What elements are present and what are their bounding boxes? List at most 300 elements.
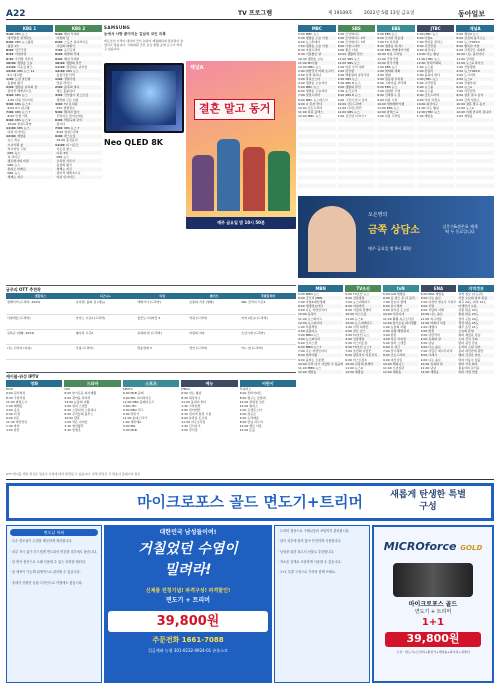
promo-host: 오은영의 [368,212,388,218]
program-title: SPOTV [122,387,133,392]
program-title: 말띠 이동수 있음 [458,357,481,362]
program-title: KBS 뉴스 7 [14,109,31,114]
ad-price: 39,800원 [108,611,268,633]
one-plus-one: 1+1 [421,616,445,628]
program-title: 이웃집 찰스 [17,64,33,69]
program-title: 9:00 금쪽 상담소 [456,97,480,102]
program-title: 소띠 건강 주의 [458,337,478,342]
program-title: 10:00 명탐정 코난 [239,399,265,404]
program-title: 12:00 NBA 플레이오프 [122,399,155,404]
program-title: 3:10 철인왕후 [64,424,84,429]
table-row [6,344,296,359]
program-title: 6:00 스물다섯 스물하나 [64,407,97,412]
ad-bullet: · 트리머 겸용으로 구레나룻과 코털까지 관리합니다. [278,529,350,533]
program-title: 10:00 유괴의 날 [420,361,443,366]
program-title: 1:00 뉴스룸 [416,64,434,69]
program-title: tvN [64,387,70,392]
program-title: 11:00 뉴스9 [345,316,363,321]
channel-head: 채널A [456,25,494,32]
program-title: 5:00 일타 스캔들 [382,341,407,346]
table-cell: 연인 (드라마) [188,344,240,359]
program-title: KBS 뉴스광장 [14,40,34,45]
program-title: KBS 뉴스 [7,163,21,167]
program-title: 6:00 생방송 오늘저녁 [298,89,327,94]
program-list [456,32,494,192]
program-title: 1:00 대행사 [420,324,438,329]
program-title: 3:00 MBN 뉴스 [298,332,320,337]
program-title: 3:00 TV조선 뉴스 [345,332,370,337]
program-title: 12:00 JTBC 뉴스 [416,109,440,114]
issue-date: 2022년 5월 13일 금요일 [364,11,415,16]
program-title: 생로병사의 비밀 [7,158,29,163]
schedule-column [240,380,296,432]
program-title: 5:00 MBN 뉴스 [298,292,320,296]
program-time: 12:00 [6,134,16,139]
program-time: 7:00 [6,109,14,114]
program-title: 3:00 라디오스타 [298,77,321,82]
poster-airtime: 매주 금요일 밤 10시 50분 [186,217,296,229]
program-title: 6:00 김진의 돌직구쇼 [456,36,486,41]
program-title: 2TV 생생정보 [56,105,75,110]
program-title: 3:50 강식당 [181,428,198,433]
program-title: 12:00 재방송 [298,369,317,374]
ad-bullet: · 1+1 특별 구성으로 가족과 함께 쓰세요. [278,570,336,575]
page-header [6,8,494,20]
table-row [6,314,296,329]
program-title: 9:00 사랑의 콜센타 [345,308,372,313]
program-title: 5:00 tvN 재방송 [382,292,406,296]
ad-bullet: · 날이 피부에 닿지 않아 안전하게 사용합니다. [278,539,342,544]
program-title: 2:00 포켓몬스터 [239,407,262,412]
program-time: 6:00 [55,117,63,122]
table-cell: 무빙 (드라마) [75,344,137,359]
program-title: 9:00 EPL 하이라이트 [122,395,152,400]
program-title: 8:00 아침마당 [345,304,365,309]
program-title: 12:00 SBS 뉴스 [337,109,360,114]
program-title: 11:00 뉴스와이드 [298,316,323,321]
program-title: 세계는 지금 [56,167,72,172]
program-title: 광장 1부 [7,44,20,49]
program-title: 6:00 뉴스룸 [416,85,434,90]
schedule-footnote: OTT·케이블 채널 편성은 방송사 사정에 따라 변경될 수 있습니다. 상세 편성은 각 방송사 홈페이지 참조 [6,472,494,480]
program-title: 5:00 보이스퀸 [298,341,318,346]
program-title: 8:30 아침드라마 [298,48,321,53]
program-title: 6:00 6시 내고향 [7,105,30,110]
program-time: 2:00 [6,85,14,90]
program-title: 무엇이든 물어보세요 [56,113,84,118]
program-time: 6:00 [6,40,14,45]
program-time: 6:00 [55,40,63,45]
program-title: 10:00 해피니스 [382,361,405,366]
program-title: 5:00 EBS 뉴스 [377,32,398,36]
program-title: 11:00 EBS 뉴스 [377,105,400,110]
program-title: 2:00 속풀이쇼 [298,328,318,333]
program-title: KBS 뉴스 [56,154,70,159]
schedule-column [6,380,62,432]
program-title: 12:00 슬기로운 의사생활 [382,320,417,325]
program-title: 10:00 서진이네 [382,312,405,317]
program-title: 4:00 딩동댕 유치원 [377,77,404,82]
program-title: 1:00 작은 아씨들 [64,420,88,425]
program-title: 12:00 또봇 [239,428,256,433]
schedule-column [421,285,457,374]
program-title: 1:00 식객 허영만 [345,324,369,329]
program-title: 12:00 뉴스A 라이브 [456,60,484,65]
cable-title: 케이블·위성 IPTV [6,374,39,379]
program-title: 1:40 신서유기 [181,424,201,429]
table-cell: 사냥개들 (드라마) [6,314,75,329]
ad-headline-box [6,483,494,521]
program-title: 7:00 이상한 변호사 우영우 [420,300,457,305]
program-line [421,370,457,374]
program-title: 11:00 뉴스A [456,105,474,110]
program-line [181,428,237,432]
program-title: 불후의 명곡 [63,85,80,90]
program-title: 아침의 잎 [56,36,70,41]
program-title: 9:00 나 혼자 산다 [298,101,323,106]
program-title: 8:00 인생 기록 [7,113,28,118]
program-title: 1:00 신통방통 [456,64,476,69]
order-phone: 주문전화 1661-7088 [152,636,224,645]
program-title: 9:00 다큐 시선 [377,97,398,102]
program-title: 9:00 헌트 [6,416,20,421]
program-title: 3:00 낭만닥터 [420,332,440,337]
program-title: 12:00 SBS 뉴스 [337,60,360,65]
program-time: 7:00 [55,126,63,131]
product-price: 39,800원 [385,632,481,647]
program-title: 동물의 왕국 [7,81,23,86]
program-title: 전라 구름 24도 [458,316,479,321]
program-list [123,387,179,432]
program-title: 연중 라이브 [56,81,72,86]
program-title: 6:00 유 퀴즈 [382,345,401,350]
program-title: 태양의 후예 [63,52,80,57]
program-title: 6:00 뉴스A [456,85,472,90]
program-title: 8:00 생방송 톡!톡! [377,44,403,49]
program-title: 8:00 건축탐구 집 [377,93,401,98]
program-title: 6:00 신비아파트 [239,391,262,396]
program-title: 5:00 MLB [122,428,137,433]
program-title: 11:00 소년심판 [382,365,405,370]
program-title: 6:00 아침& [416,36,433,41]
program-time: 9:00 [55,134,63,139]
channel-head: ENA [421,285,457,292]
program-title: 3:00 명의 [377,72,391,77]
program-title: 8:00 생생정보마당 [298,304,324,309]
program-title: KBS 뉴스 5 [14,101,31,106]
schedule-column [345,285,381,374]
table-row [6,299,296,314]
program-title: 11:00 PD수첩 [298,60,318,65]
program-title: 인간극장 [14,48,27,53]
ad-main-2: 밀려라! [164,561,212,578]
program-title: 9:30 기분좋은 날 [298,52,322,57]
program-title: 4:00 다큐 인사이트 [7,97,34,102]
program-title: 8:00 짱구는 못말려 [239,395,266,400]
table-cell: 카지노 시즌2 (드라마) [75,314,137,329]
tv-image [104,63,184,133]
program-title: 닭띠 사업 번창 [458,369,478,374]
ad-brand: SAMSUNG [104,25,131,30]
program-title: 4:00 싱어게인 [181,407,201,412]
program-title: 11:00 범죄도시 [6,399,28,404]
program-title: 8:00 결혼작사 이혼작곡 [345,353,378,358]
program-line [123,428,179,432]
program-title: KBS 뉴스 9 [14,117,31,122]
program-list [181,387,237,432]
program-line [383,370,419,374]
ad-bullet: · 저소음 설계로 조용하게 사용할 수 있습니다. [278,559,342,564]
program-title: 스포츠 하이라이트 [63,40,89,45]
ad-bullet: · 한 번의 충전으로 오래 사용할 수 있는 강력한 배터리. [10,560,86,565]
program-line [417,114,455,118]
program-time: 9:30 [6,56,14,61]
table-cell: 어느 날 (드라마) [240,344,296,359]
program-title: 11:00 극한직업 [377,56,399,61]
program-title: 10:00 홍김동전 [56,138,78,143]
program-list [383,292,419,374]
program-title: KBS 뉴스 [14,93,28,98]
poster-image [186,61,296,229]
program-title: 6:00 TV조선 뉴스7 [345,345,372,350]
program-title: 박원숙의 같이 [63,117,83,122]
program-time: 11:00 [6,64,16,69]
ott-service-head: 티빙 [136,293,188,299]
schedule-column [383,285,419,374]
program-time: 5:00 [6,101,14,106]
promo-title: 금쪽 상담소 [368,225,420,236]
program-title: 우리말 겨루기 [14,56,34,61]
schedule-column [458,285,494,374]
channel-head: MBC [298,25,336,32]
program-title: 생방송 오늘 [17,60,33,65]
program-title: 8:30 극한직업 [6,395,26,400]
program-title: 7:00 서민갑부 [456,89,476,94]
table-cell: 환승연애 3 [136,344,188,359]
program-title: 12:00 재방송 [345,369,364,374]
program-title: 경상 맑음 25도 [458,320,479,325]
program-title: KBS 뉴스 [7,150,21,155]
program-time: 10:00 [6,60,16,65]
program-time: 11:00 [55,64,65,69]
program-list [417,32,455,192]
program-title: 해피 투게더 [63,56,80,61]
program-title: 8:00 현역가왕 [298,353,318,358]
program-title: 7:00 모닝와이드 3부 [337,40,366,45]
program-list [298,292,343,374]
program-title: 9:00 EBS 세계테마기행 [377,48,410,53]
program-title: 11:00 지구마불 [420,316,442,321]
program-title: 3:00 UFC [122,403,137,408]
program-title: 11:00 남남 [420,365,437,370]
program-title: 10:00 사랑의 콜센타 [345,361,374,366]
program-title: 12:00 뉴스파이터 [298,320,323,325]
channel-head: KBS 1 [6,25,53,32]
program-title: 3:00 환혼 [382,332,397,337]
program-line [55,175,102,179]
program-title: 12:00 정치부회의 [416,60,441,65]
program-title: 9:00 금쪽같은 내새끼 [456,48,486,53]
program-time: 1:00 [55,77,63,82]
table-cell: 사이렌: 불의 섬 (예능) [75,299,137,314]
program-title: 11:00 아는 형님 [416,105,439,110]
program-title: 11:00 JTBC 뉴스 [416,56,440,61]
program-time: 5:00 [6,32,14,36]
program-title: 1:00 세리에A [122,420,142,425]
program-title: 5:00 TV조선 뉴스 [345,292,370,296]
promo-banner [298,196,494,278]
program-title: 12:00 MBC 뉴스 [298,64,322,69]
program-title: 9:00 불타는 트롯맨 [298,357,325,362]
program-title: 2:00 나의 해방일지 [382,328,410,333]
program-line [345,370,381,374]
program-title: 투니버스 [239,387,252,392]
program-title: 살림하는 남자들 [66,64,88,69]
program-title: 9:00 사랑의 이해 [420,308,444,313]
program-line [64,428,120,432]
program-title: 11:00 MBN 뉴스 [298,365,322,370]
channel-head: TV조선 [345,285,381,292]
program-title: 7:00 일일드라마 [298,93,321,98]
program-title: 7:00 뉴스퍼레이드 [345,300,371,305]
program-title: 2:00 골든 걸스 [345,328,366,333]
program-title: 5:20 빈센조 [64,428,81,433]
program-title: 12:00 MBC 뉴스 [298,113,322,118]
program-title: 도전 골든벨 [14,77,31,82]
program-title: 11:00 뭉쳐야 찬다 [181,399,207,404]
program-time: 8:00 [55,52,63,57]
program-time: 5:00 [55,32,63,36]
program-title: 3:00 도시어부 [456,72,476,77]
program-title: 10:00 동치미 [298,312,317,317]
right-schedule [298,25,494,281]
program-title: 6:00 신통방통 [345,296,365,301]
genre-head: 영화 [6,380,62,387]
program-title: 걸어서 세계속으로 [7,89,32,94]
program-title: 1:30 크라임씬 [181,403,201,408]
ad-main-1: 거칠었던 수염이 [138,541,238,558]
program-title: 충청 맑음 23도 [458,312,479,317]
program-title: 6:00 MLB 중계 [122,391,144,396]
host-portrait [308,206,356,272]
program-title: TV 유치원 [63,101,78,106]
program-title: KBS 뉴스 7 [63,126,80,131]
ad-headline: 마이크로포스 골드 면도기+트리머 [137,493,363,511]
cable-schedule [6,372,296,470]
program-title: 걸어서 세계속으로 [56,171,81,176]
schedule-column [298,285,343,374]
program-title: KBS 뉴스 [66,68,79,73]
program-time: 10:00 [55,60,65,65]
schedule-column-a [6,25,53,179]
program-title: 다큐 3일 [56,150,69,155]
program-title: 6:00 검사외전 [6,391,26,396]
program-title: 4:00 신통방통 [345,337,365,342]
program-title: 세계는 지금 [7,175,23,180]
program-title: 7:00 뉴스TOP10 [456,40,480,45]
program-line [458,370,494,374]
program-title: 7:50 생방송 오늘 아침 [298,44,328,49]
program-title: 3:00 EPL [122,424,136,429]
program-list [345,292,381,374]
program-title: 10:00 아는 형님 [416,52,439,57]
program-title: 9:00 그것이 알고 싶다 [337,97,368,102]
channel-head: SBS [338,25,376,32]
program-title: 쥐띠 재물운 상승 [458,332,481,337]
ad-bullet: · 물 세척이 가능해 위생적으로 관리할 수 있습니다. [10,570,81,575]
program-time: 1:00 [6,77,14,82]
ad-bullet: · 피부 자극 없이 부드럽게 면도되어 민감한 피부에도 좋습니다. [10,549,98,554]
ott-service-head: 넷플릭스 [6,293,75,299]
program-title: 3:00 뭉쳐야 찬다 [416,72,440,77]
program-title: 경찰수업 [63,77,76,82]
program-title: 10:00 미스트롯 [345,312,367,317]
program-list [240,387,296,432]
program-title: 더 라이브 [7,154,21,159]
program-title: 미세먼지 보통 [458,304,477,309]
program-title: 5:00 남남 [420,341,435,346]
program-time: 4:00 [55,101,63,106]
program-title: 통일로 미래로 [7,167,26,172]
program-title: 5:00 SBS 8 뉴스 [337,81,361,86]
program-title: 5:00 사건반장 [416,81,437,86]
program-title: 지역 정보 (수도권) [458,292,483,296]
program-title: 9:00 나는 자연인이다 [298,308,327,313]
program-title: 8:00 신병 [420,304,435,309]
program-list [377,32,415,192]
program-time: 2:00 [55,85,63,90]
program-title: 1:00 눈물의 여왕 [382,324,407,329]
program-title: 사랑의 꽈배기 [56,44,75,49]
program-list [55,32,102,179]
shaver-ad [6,483,494,683]
program-title: 9:00 최강야구 [416,48,437,53]
program-title: 6:00 생활의 달인 [337,85,361,90]
promo-guest: 김응수&정은표 제게 딱 두 동료입니다 [442,224,478,235]
schedule-column [64,380,120,432]
program-line [6,428,62,432]
table-cell: 술꾼도시여자들 2 [136,314,188,329]
program-title: 5:00 강철부대 [456,81,476,86]
program-title: 8:00 결혼 말고 동거 [456,93,484,98]
program-title: 8:00 MBC 뉴스데스크 [298,97,328,102]
feature-pill: 면도날 특허 [10,529,98,536]
ad-right-panel [274,525,370,683]
program-title: 1:00 EBS 뉴스 [377,64,398,69]
program-title: 더 시즌즈 [66,142,79,147]
samsung-ad [104,25,184,281]
product-title: 마이크로포스 골드 [408,600,458,608]
program-title: 아침마당 [14,52,27,57]
program-time: 7:00 [55,48,63,53]
program-title: 뱀띠 금전운 양호 [458,353,481,358]
program-line [456,114,494,118]
program-title: 4:00 공조 [6,407,20,412]
program-title: 대기발전 정책특보 [7,36,32,41]
program-line [377,114,415,118]
schedule-column [298,25,336,192]
program-list [298,32,336,192]
ad-bullet: · 휴대가 간편한 슬림 디자인으로 여행에도 좋습니다. [10,580,83,585]
ott-service-head: 쿠팡플레이 [240,293,296,299]
program-time: 8:00 [6,48,14,53]
program-title: 9:00 갯마을 차차차 [64,395,91,400]
program-time: 12:00 [6,68,16,73]
program-title: 다큐 인사이트 [7,130,26,135]
program-time: 12:00 [55,68,65,73]
program-title: 양띠 가족 화목 [458,361,478,366]
genre-head: 드라마 [64,380,120,387]
